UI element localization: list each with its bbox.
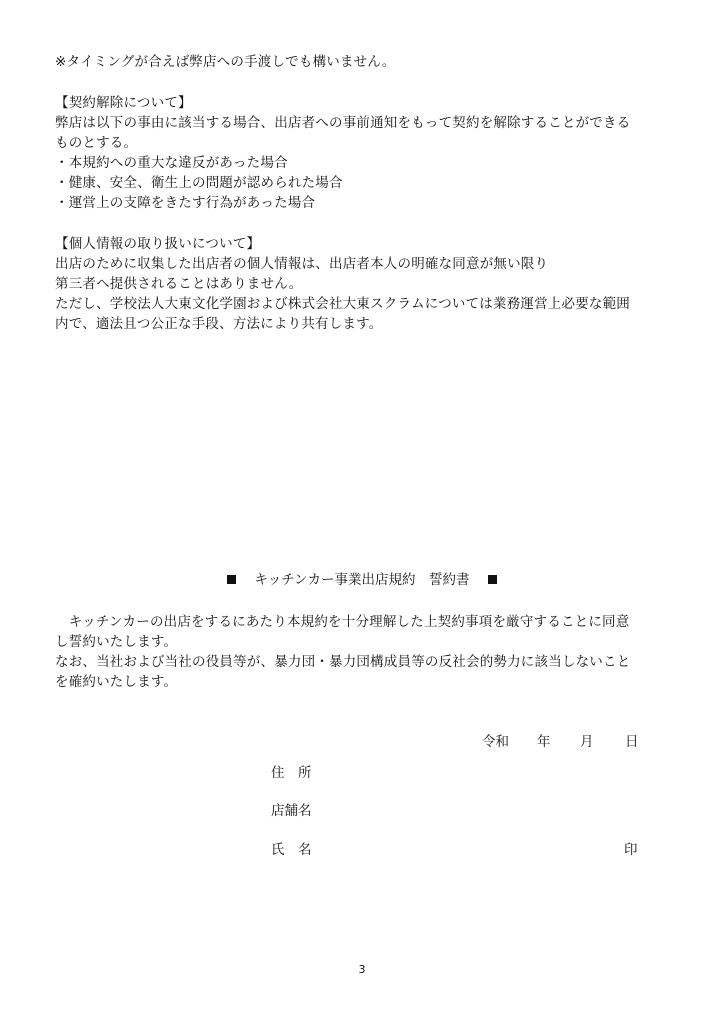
store-name-label: 店舗名 [271, 803, 312, 819]
date-era: 令和 [482, 734, 509, 750]
termination-body-line-1: 弊店は以下の事由に該当する場合、出店者への事前通知をもって契約を解除することができる [55, 115, 631, 131]
page-number: 3 [358, 963, 366, 976]
seal-label: 印 [624, 842, 638, 858]
pledge-line: キッチンカーの出店をするにあたり本規約を十分理解した上契約事項を厳守することに同意 [55, 614, 630, 630]
address-label: 住 所 [271, 765, 312, 781]
square-bullet-icon [488, 575, 497, 584]
privacy-line: 第三者へ提供されることはありません。 [55, 276, 303, 292]
termination-heading: 【契約解除について】 [55, 95, 192, 111]
name-label: 氏 名 [271, 842, 312, 858]
termination-item: ・健康、安全、衛生上の問題が認められた場合 [55, 175, 343, 191]
termination-item: ・本規約への重大な違反があった場合 [55, 155, 288, 171]
privacy-line: 出店のために収集した出店者の個人情報は、出店者本人の明確な同意が無い限り [55, 256, 549, 272]
square-bullet-icon [227, 575, 236, 584]
privacy-heading: 【個人情報の取り扱いについて】 [55, 236, 261, 252]
pledge-line: し誓約いたします。 [55, 634, 178, 650]
date-month: 月 [580, 734, 594, 750]
date-day: 日 [625, 734, 639, 750]
termination-body-line-2: ものとする。 [55, 135, 138, 151]
pledge-line: を確約いたします。 [55, 674, 178, 690]
privacy-line: ただし、学校法人大東文化学園および株式会社大東スクラムについては業務運営上必要な範囲 [55, 296, 630, 312]
pledge-line: なお、当社および当社の役員等が、暴力団・暴力団構成員等の反社会的勢力に該当しないこと [55, 654, 631, 670]
date-year: 年 [537, 734, 551, 750]
handover-note: ※タイミングが合えば弊店への手渡しでも構いません。 [55, 54, 396, 70]
privacy-line: 内で、適法且つ公正な手段、方法により共有します。 [55, 316, 383, 332]
pledge-title [0, 570, 724, 590]
pledge-title-text: キッチンカー事業出店規約 誓約書 [254, 572, 470, 588]
termination-item: ・運営上の支障をきたす行為があった場合 [55, 195, 316, 211]
